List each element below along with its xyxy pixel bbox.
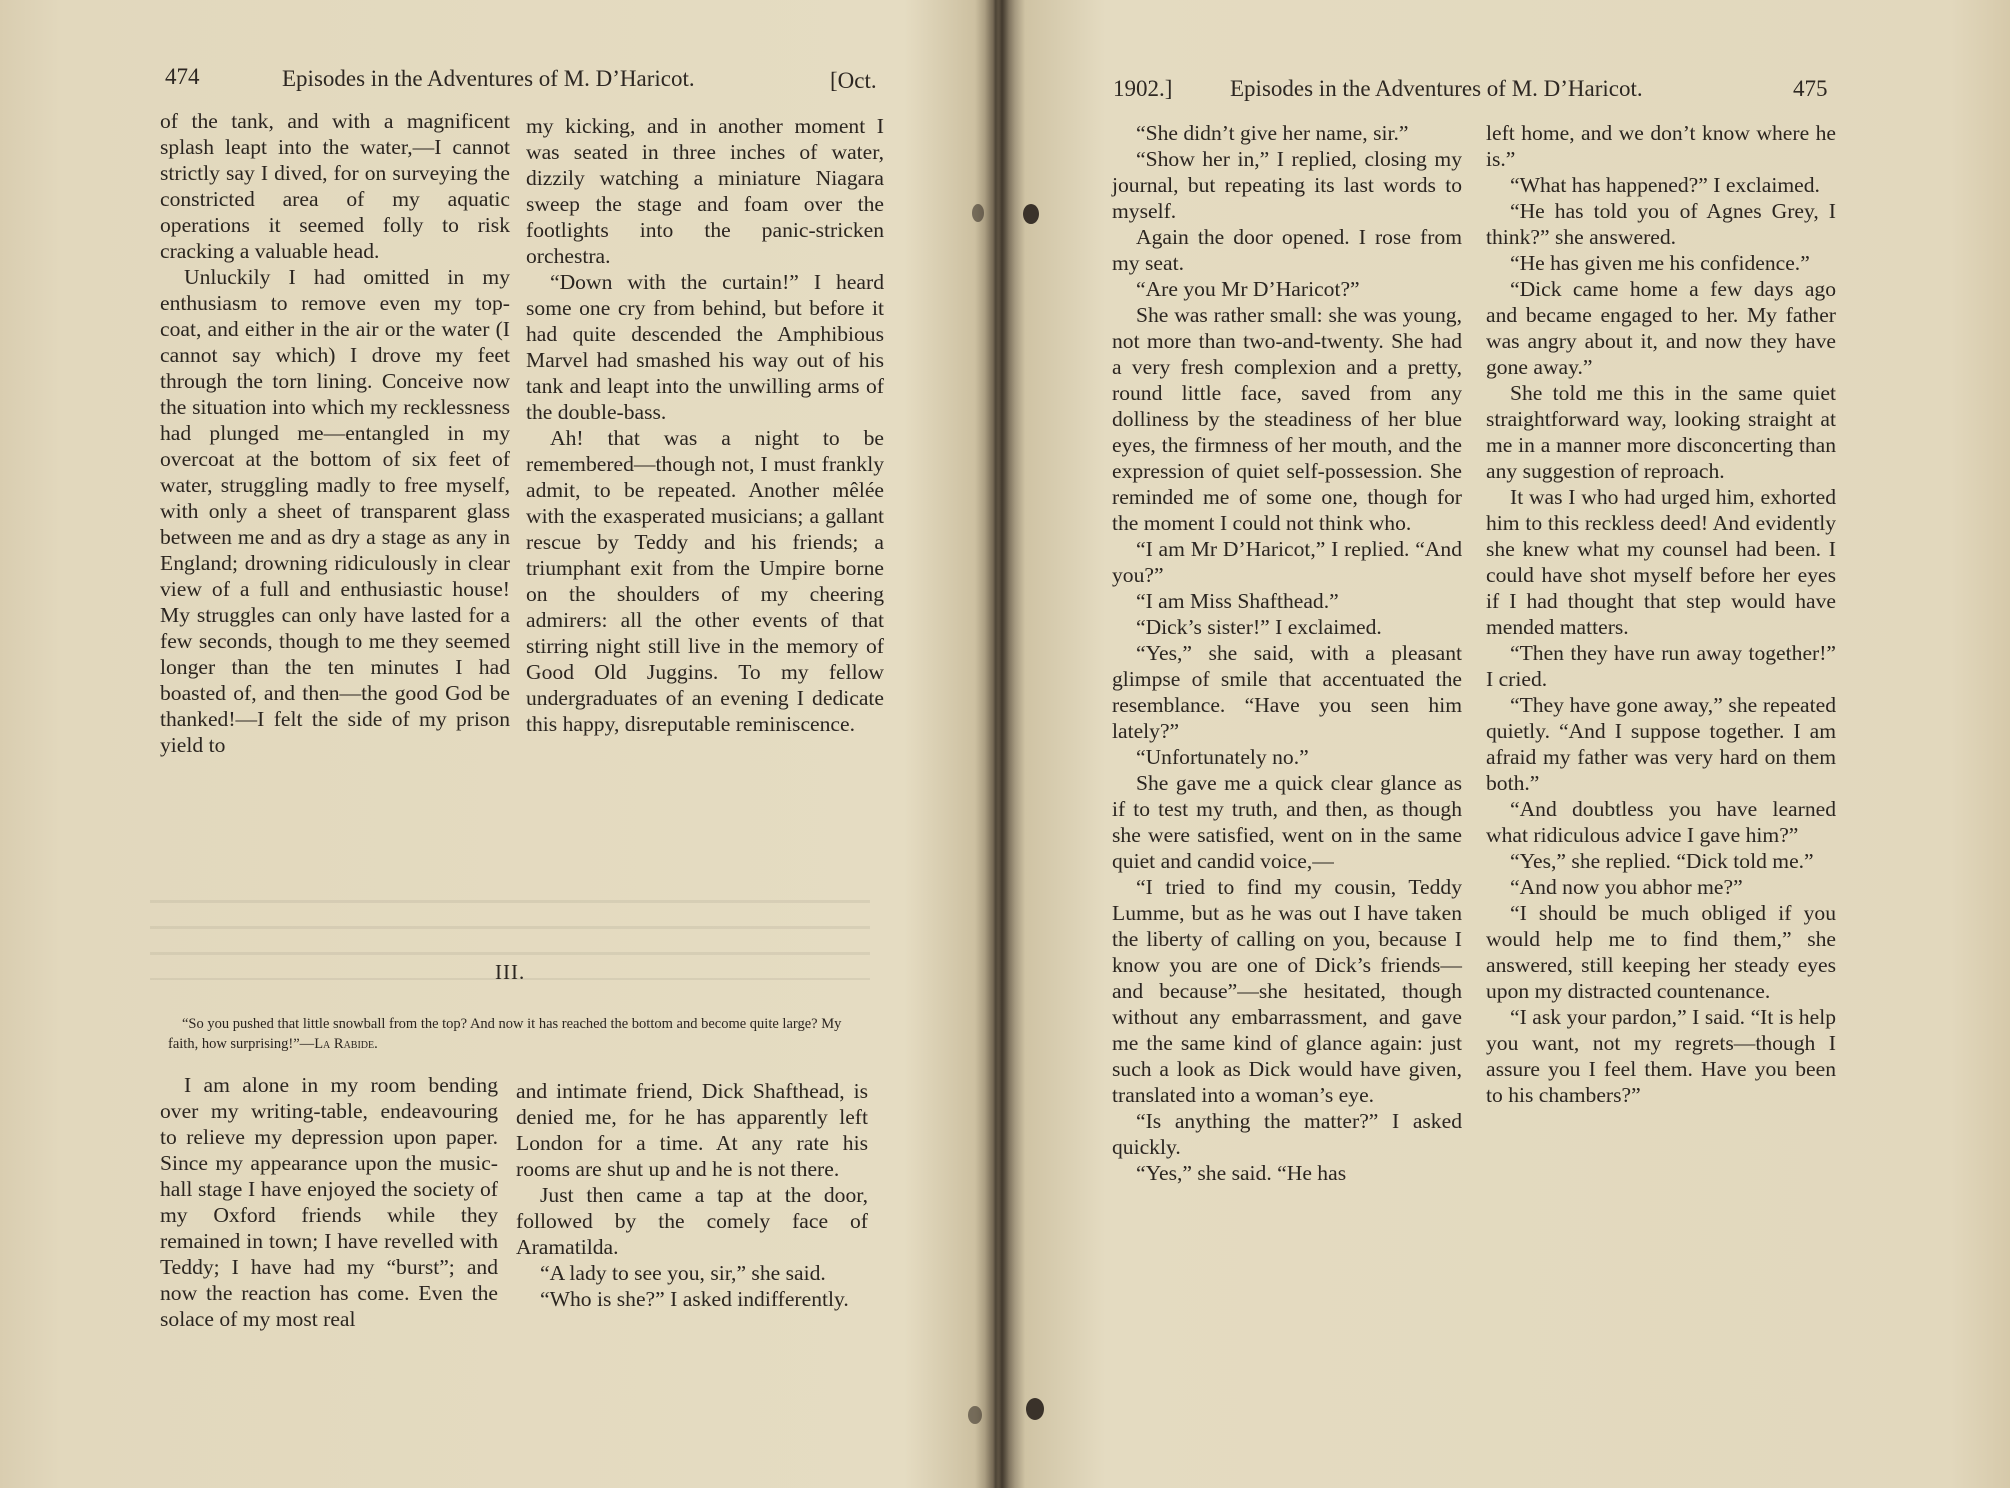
paragraph: “They have gone away,” she repeated quietly. “And I suppose together. I am afraid my father was very hard on them both.” xyxy=(1486,693,1836,795)
paragraph: “Dick’s sister!” I exclaimed. xyxy=(1136,615,1382,639)
paragraph: “Is anything the matter?” I asked quickly. xyxy=(1112,1109,1462,1159)
paragraph: Unluckily I had omitted in my enthusiasm to remove even my top-coat, and either in the air or the water (I cannot say which) I drove my feet through the torn lining. Conceive now the situation into which my recklessness had plunged me—entangled in my overcoat at the bottom of six feet of water, struggling madly to free myself, with only a sheet of transparent glass between me and as dry a stage as any in England; drowning ridiculously in clear view of a full and enthusiastic house! My struggles can only have lasted for a few seconds, though to me they seemed longer than the ten minutes I had boasted of, and then—the good God be thanked!—I felt the side of my prison yield to xyxy=(160,265,510,757)
paragraph: “And doubtless you have learned what ridiculous advice I gave him?” xyxy=(1486,797,1836,847)
running-title-left: Episodes in the Adventures of M. D’Haricot. xyxy=(282,66,695,91)
right-page xyxy=(1000,0,2010,1488)
paragraph: and intimate friend, Dick Shafthead, is denied me, for he has apparently left London for a time. At any rate his rooms are shut up and he is not there. xyxy=(516,1079,868,1181)
column-left-1 xyxy=(160,108,510,758)
paragraph: of the tank, and with a magnificent splash leapt into the water,—I cannot strictly say I dived, for on surveying the constricted area of my aquatic operations it seemed folly to risk cracking a valuable head. xyxy=(160,109,510,263)
left-page xyxy=(0,0,985,1488)
column-left-2 xyxy=(526,113,884,737)
paragraph: “Unfortunately no.” xyxy=(1136,745,1309,769)
binding-hole-mark xyxy=(1023,204,1039,224)
section-number: III. xyxy=(495,960,526,984)
paragraph: She told me this in the same quiet straightforward way, looking straight at me in a manner more disconcerting than any suggestion of reproach. xyxy=(1486,381,1836,483)
paragraph: my kicking, and in another moment I was seated in three inches of water, dizzily watching a miniature Niagara sweep the stage and foam over the footlights into the panic-stricken orchestra. xyxy=(526,114,884,268)
paragraph: “I am Mr D’Haricot,” I replied. “And you?” xyxy=(1112,537,1462,587)
epigraph xyxy=(168,1014,868,1054)
paragraph: Ah! that was a night to be remembered—though not, I must frankly admit, to be repeated. Another mêlée with the exasperated musicians; a gallant rescue by Teddy and his friends; a triumphant exit from the Umpire borne on the shoulders of my cheering admirers: all the other events of that stirring night still live in the memory of Good Old Juggins. To my fellow undergraduates of an evening I dedicate this happy, disreputable reminiscence. xyxy=(526,426,884,736)
running-title-right: Episodes in the Adventures of M. D’Haricot. xyxy=(1230,76,1643,101)
paragraph: “He has given me his confidence.” xyxy=(1510,251,1810,275)
binding-hole-mark xyxy=(968,1406,982,1424)
column-right-1 xyxy=(1112,120,1462,1186)
paragraph: “What has happened?” I exclaimed. xyxy=(1510,173,1820,197)
paragraph: “She didn’t give her name, sir.” xyxy=(1136,121,1409,145)
paragraph: “Dick came home a few days ago and became engaged to her. My father was angry about it, and now they have gone away.” xyxy=(1486,277,1836,379)
paragraph: left home, and we don’t know where he is.” xyxy=(1486,121,1836,171)
column-left-3 xyxy=(160,1072,498,1332)
column-left-4 xyxy=(516,1078,868,1312)
page-number-right: 475 xyxy=(1793,76,1828,101)
paragraph: “I ask your pardon,” I said. “It is help you want, not my regrets—though I assure you I feel them. Have you been to his chambers?” xyxy=(1486,1005,1836,1107)
binding-hole-mark xyxy=(972,204,984,222)
paragraph: “I tried to find my cousin, Teddy Lumme, but as he was out I have taken the liberty of calling on you, because I know you are one of Dick’s friends—and because”—she hesitated, though without any embarrassment, and gave me the same kind of glance again: just such a look as Dick would have given, translated into a woman’s eye. xyxy=(1112,875,1462,1107)
paragraph: “Yes,” she replied. “Dick told me.” xyxy=(1510,849,1814,873)
paragraph: “A lady to see you, sir,” she said. xyxy=(540,1261,826,1285)
binding-hole-mark xyxy=(1026,1398,1044,1420)
paragraph: “Down with the curtain!” I heard some one cry from behind, but before it had quite descended the Amphibious Marvel had smashed his way out of his tank and leapt into the unwilling arms of the double-bass. xyxy=(526,270,884,424)
paragraph: It was I who had urged him, exhorted him to this reckless deed! And evidently she knew what my counsel had been. I could have shot myself before her eyes if I had thought that step would have mended matters. xyxy=(1486,485,1836,639)
date-tag-left: [Oct. xyxy=(830,68,877,93)
epigraph-source: La Rabide. xyxy=(314,1036,378,1052)
paragraph: “Who is she?” I asked indifferently. xyxy=(540,1287,849,1311)
paragraph: “He has told you of Agnes Grey, I think?” she answered. xyxy=(1486,199,1836,249)
paragraph: “Show her in,” I replied, closing my journal, but repeating its last words to myself. xyxy=(1112,147,1462,223)
epigraph-text: “So you pushed that little snowball from the top? And now it has reached the bottom and become quite large? My faith, how surprising!”— xyxy=(168,1016,842,1052)
page-number-left: 474 xyxy=(165,64,200,89)
paragraph: “Are you Mr D’Haricot?” xyxy=(1136,277,1360,301)
paragraph: “Yes,” she said, with a pleasant glimpse of smile that accentuated the resemblance. “Have you seen him lately?” xyxy=(1112,641,1462,743)
paragraph: “And now you abhor me?” xyxy=(1510,875,1743,899)
column-right-2 xyxy=(1486,120,1836,1108)
paragraph: “I am Miss Shafthead.” xyxy=(1136,589,1339,613)
paragraph: “Yes,” she said. “He has xyxy=(1136,1161,1347,1185)
paragraph: She gave me a quick clear glance as if to test my truth, and then, as though she were satisfied, went on in the same quiet and candid voice,— xyxy=(1112,771,1462,873)
paragraph: She was rather small: she was young, not more than two-and-twenty. She had a very fresh complexion and a pretty, round little face, saved from any dolliness by the steadiness of her blue eyes, the firmness of her mouth, and the expression of quiet self-possession. She reminded me of some one, though for the moment I could not think who. xyxy=(1112,303,1462,535)
paragraph: “Then they have run away together!” I cried. xyxy=(1486,641,1836,691)
paragraph: “I should be much obliged if you would help me to find them,” she answered, still keeping her steady eyes upon my distracted countenance. xyxy=(1486,901,1836,1003)
paragraph: Just then came a tap at the door, followed by the comely face of Aramatilda. xyxy=(516,1183,868,1259)
date-tag-right: 1902.] xyxy=(1113,76,1173,101)
paragraph: I am alone in my room bending over my writing-table, endeavouring to relieve my depression upon paper. Since my appearance upon the music-hall stage I have enjoyed the society of my Oxford friends while they remained in town; I have revelled with Teddy; I have had my “burst”; and now the reaction has come. Even the solace of my most real xyxy=(160,1073,498,1331)
paragraph: Again the door opened. I rose from my seat. xyxy=(1112,225,1462,275)
